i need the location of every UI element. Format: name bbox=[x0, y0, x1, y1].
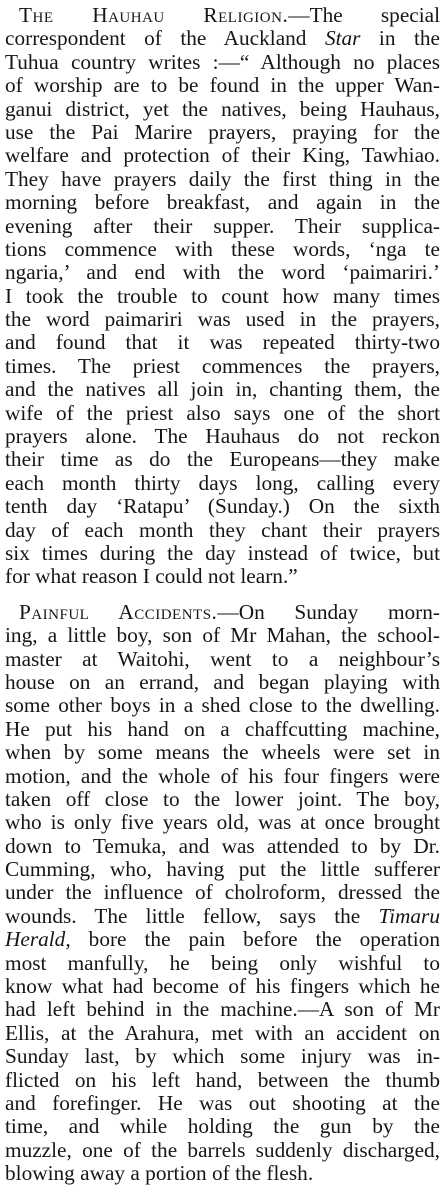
text-line bbox=[5, 542, 440, 565]
line-text: welfare and protection of their King, Tawhiao. bbox=[5, 143, 440, 168]
line-text: wounds. The little fellow, says the bbox=[5, 903, 379, 928]
text-line bbox=[5, 928, 440, 951]
line-text: ing, a little boy, son of Mr Mahan, the school- bbox=[5, 623, 440, 648]
text-line bbox=[5, 1045, 440, 1068]
text-line bbox=[5, 191, 440, 214]
text-line bbox=[5, 952, 440, 975]
line-text: I took the trouble to count how many times bbox=[5, 283, 440, 308]
text-line bbox=[5, 835, 440, 858]
text-line bbox=[5, 1115, 440, 1138]
line-text: when by some means the wheels were set in bbox=[5, 740, 440, 765]
article-painful-accidents bbox=[5, 601, 440, 1186]
line-text: Ellis, at the Arahura, met with an accident on bbox=[5, 1020, 440, 1045]
line-text: six times during the day instead of twice, but bbox=[5, 540, 440, 565]
line-text: the word paimariri was used in the prayers, bbox=[5, 307, 440, 332]
text-line bbox=[5, 355, 440, 378]
text-line bbox=[5, 741, 440, 764]
text-line bbox=[5, 74, 440, 97]
line-text: down to Temuka, and was attended to by Dr. bbox=[5, 833, 440, 858]
article-hauhau-religion bbox=[5, 4, 440, 589]
text-line bbox=[5, 694, 440, 717]
line-text: —On Sunday morn- bbox=[217, 599, 440, 624]
text-line bbox=[5, 168, 440, 191]
line-text: motion, and the whole of his four fingers were bbox=[5, 763, 440, 788]
line-text: know what had become of his fingers which he bbox=[5, 974, 440, 999]
text-line bbox=[5, 98, 440, 121]
text-line bbox=[5, 1139, 440, 1162]
line-text: tenth day ‘Ratapu’ (Sunday.) On the sixth bbox=[5, 494, 440, 519]
text-line bbox=[5, 402, 440, 425]
text-line bbox=[5, 765, 440, 788]
text-line bbox=[5, 998, 440, 1021]
line-text: each month thirty days long, calling every bbox=[5, 470, 440, 495]
line-text: Sunday last, by which some injury was in- bbox=[5, 1044, 440, 1069]
text-line bbox=[5, 1022, 440, 1045]
line-text: correspondent of the Auckland bbox=[5, 26, 325, 51]
line-text: in the bbox=[360, 26, 440, 51]
text-line bbox=[5, 4, 440, 27]
line-text: and the natives all join in, chanting them, the bbox=[5, 377, 440, 402]
text-line bbox=[5, 51, 440, 74]
line-text: —The special bbox=[288, 3, 441, 27]
text-line bbox=[5, 881, 440, 904]
text-line bbox=[5, 601, 440, 624]
line-text: Tuhua country writes :—“ Although no places bbox=[5, 49, 440, 74]
line-text: evening after their supper. Their supplica- bbox=[5, 213, 440, 238]
line-text: times. The priest commences the prayers, bbox=[5, 353, 440, 378]
line-text: had left behind in the machine.—A son of Mr bbox=[5, 997, 440, 1022]
text-line bbox=[5, 285, 440, 308]
text-line bbox=[5, 331, 440, 354]
line-text: for what reason I could not learn.” bbox=[5, 564, 298, 589]
text-line bbox=[5, 27, 440, 50]
line-text: house on an errand, and began playing with bbox=[5, 669, 440, 694]
text-line bbox=[5, 448, 440, 471]
text-line bbox=[5, 472, 440, 495]
text-line bbox=[5, 811, 440, 834]
line-text: morning before breakfast, and again in the bbox=[5, 190, 440, 215]
line-text: taken off close to the lower joint. The boy, bbox=[5, 786, 440, 811]
text-line bbox=[5, 378, 440, 401]
line-text: most manfully, he being only wishful to bbox=[5, 950, 440, 975]
text-line bbox=[5, 215, 440, 238]
line-text: under the influence of cholroform, dressed the bbox=[5, 880, 440, 905]
text-line bbox=[5, 788, 440, 811]
line-text: ngaria,’ and end with the word ‘paimariri.’ bbox=[5, 260, 440, 285]
text-line bbox=[5, 565, 440, 588]
line-text: muzzle, one of the barrels suddenly discharged, bbox=[5, 1137, 440, 1162]
text-line bbox=[5, 519, 440, 542]
italic-text: Timaru bbox=[378, 903, 440, 928]
line-text: They have prayers daily the first thing in the bbox=[5, 166, 440, 191]
text-line bbox=[5, 671, 440, 694]
text-line bbox=[5, 858, 440, 881]
line-text: wife of the priest also says one of the short bbox=[5, 400, 440, 425]
text-line bbox=[5, 1069, 440, 1092]
text-line bbox=[5, 261, 440, 284]
article-heading: Painful Accidents. bbox=[19, 599, 218, 624]
text-line bbox=[5, 238, 440, 261]
text-line bbox=[5, 425, 440, 448]
line-text: He put his hand on a chaffcutting machine, bbox=[5, 716, 440, 741]
line-text: prayers alone. The Hauhaus do not reckon bbox=[5, 424, 440, 449]
italic-text: Herald, bbox=[5, 927, 71, 952]
text-line bbox=[5, 975, 440, 998]
line-text: time, and while holding the gun by the bbox=[5, 1114, 440, 1139]
line-text: their time as do the Europeans—they make bbox=[5, 447, 440, 472]
text-line bbox=[5, 905, 440, 928]
text-line bbox=[5, 495, 440, 518]
line-text: flicted on his left hand, between the thumb bbox=[5, 1067, 440, 1092]
line-text: who is only five years old, was at once brought bbox=[5, 810, 440, 835]
line-text: and forefinger. He was out shooting at the bbox=[5, 1090, 440, 1115]
text-line bbox=[5, 1162, 440, 1185]
line-text: and found that it was repeated thirty-two bbox=[5, 330, 440, 355]
line-text: master at Waitohi, went to a neighbour’s bbox=[5, 646, 440, 671]
text-line bbox=[5, 1092, 440, 1115]
italic-text: Star bbox=[324, 26, 361, 51]
text-line bbox=[5, 308, 440, 331]
line-text: blowing away a portion of the flesh. bbox=[5, 1161, 314, 1186]
line-text: Cumming, who, having put the little sufferer bbox=[5, 857, 440, 882]
line-text: day of each month they chant their prayers bbox=[5, 517, 440, 542]
line-text: bore the pain before the operation bbox=[70, 927, 440, 952]
line-text: tions commence with these words, ‘nga te bbox=[5, 236, 440, 261]
line-text: ganui district, yet the natives, being Hauhaus, bbox=[5, 96, 440, 121]
line-text: some other boys in a shed close to the dwelling. bbox=[5, 693, 440, 718]
text-line bbox=[5, 718, 440, 741]
article-heading: The Hauhau Religion. bbox=[19, 3, 289, 27]
text-line bbox=[5, 624, 440, 647]
text-line bbox=[5, 121, 440, 144]
line-text: use the Pai Marire prayers, praying for the bbox=[5, 119, 440, 144]
line-text: of worship are to be found in the upper Wan- bbox=[5, 73, 440, 98]
text-line bbox=[5, 648, 440, 671]
text-line bbox=[5, 144, 440, 167]
